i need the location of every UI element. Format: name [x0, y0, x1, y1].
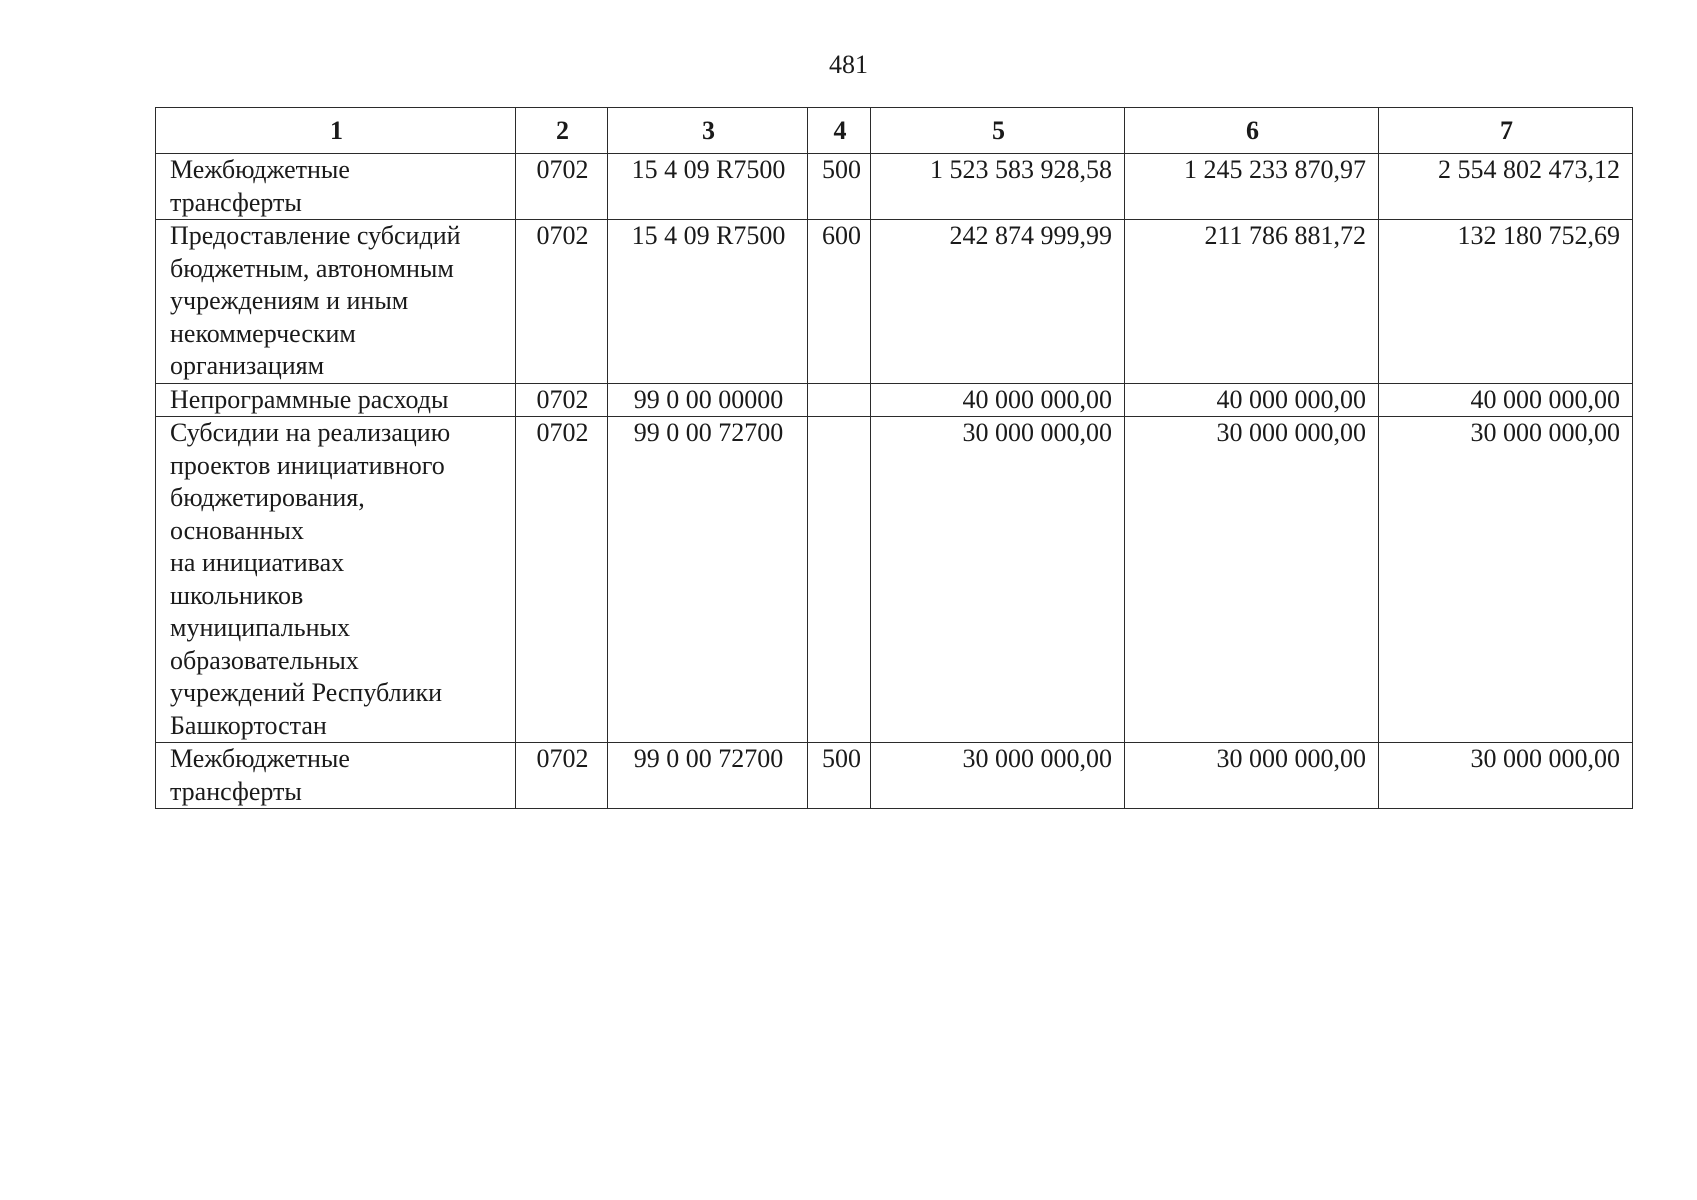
page-number: 481: [829, 50, 868, 79]
section-code-cell: 0702: [516, 154, 608, 220]
column-header-3: 3: [608, 108, 808, 154]
expense-name-line: основанных: [170, 515, 304, 545]
table-row: [156, 383, 1633, 417]
amount-year-1-cell: 30 000 000,00: [871, 743, 1125, 809]
kind-code-cell: [808, 383, 871, 417]
amount-year-3-cell: 40 000 000,00: [1379, 383, 1633, 417]
expense-name-line: на инициативах: [170, 548, 345, 577]
amount-year-3-cell: 30 000 000,00: [1379, 743, 1633, 809]
table-header: [156, 108, 1633, 154]
expense-name-line: Башкортостан: [170, 710, 327, 740]
expense-name-line: некоммерческим: [170, 318, 356, 348]
expense-name-line: бюджетным, автономным: [170, 253, 454, 283]
expense-name-line: учреждений Республики: [170, 678, 443, 707]
column-header-1: 1: [156, 108, 516, 154]
expense-name-line: трансферты: [170, 776, 302, 806]
kind-code-cell: 600: [808, 220, 871, 384]
expense-name-line: Субсидии на реализацию: [170, 418, 451, 447]
expense-name-cell: [156, 417, 516, 743]
expense-name-line: Предоставление субсидий: [170, 221, 461, 250]
column-header-6: 6: [1125, 108, 1379, 154]
table-body: [156, 154, 1633, 809]
amount-year-1-cell: 242 874 999,99: [871, 220, 1125, 384]
table-row: [156, 417, 1633, 743]
amount-year-2-cell: 40 000 000,00: [1125, 383, 1379, 417]
amount-year-1-cell: 30 000 000,00: [871, 417, 1125, 743]
amount-year-3-cell: 2 554 802 473,12: [1379, 154, 1633, 220]
kind-code-cell: 500: [808, 154, 871, 220]
target-code-cell: 99 0 00 00000: [608, 383, 808, 417]
budget-table: [155, 107, 1633, 809]
section-code-cell: 0702: [516, 220, 608, 384]
expense-name-cell: [156, 743, 516, 809]
amount-year-2-cell: 211 786 881,72: [1125, 220, 1379, 384]
target-code-cell: 15 4 09 R7500: [608, 154, 808, 220]
expense-name-line: организациям: [170, 351, 325, 380]
table-row: [156, 154, 1633, 220]
expense-name-line: образовательных: [170, 645, 359, 675]
expense-name-line: муниципальных: [170, 613, 351, 642]
expense-name-line: Межбюджетные: [170, 155, 350, 184]
amount-year-3-cell: 30 000 000,00: [1379, 417, 1633, 743]
expense-name-line: трансферты: [170, 187, 302, 217]
amount-year-2-cell: 30 000 000,00: [1125, 417, 1379, 743]
column-header-7: 7: [1379, 108, 1633, 154]
table-row: [156, 220, 1633, 384]
expense-name-line: Межбюджетные: [170, 744, 350, 773]
expense-name-line: проектов инициативного: [170, 450, 445, 480]
amount-year-1-cell: 1 523 583 928,58: [871, 154, 1125, 220]
target-code-cell: 99 0 00 72700: [608, 417, 808, 743]
expense-name-line: бюджетирования,: [170, 483, 365, 512]
section-code-cell: 0702: [516, 417, 608, 743]
column-header-2: 2: [516, 108, 608, 154]
amount-year-2-cell: 1 245 233 870,97: [1125, 154, 1379, 220]
expense-name-line: Непрограммные расходы: [170, 384, 449, 414]
expense-name-line: учреждениям и иным: [170, 286, 409, 315]
expense-name-cell: [156, 154, 516, 220]
column-header-4: 4: [808, 108, 871, 154]
target-code-cell: 15 4 09 R7500: [608, 220, 808, 384]
target-code-cell: 99 0 00 72700: [608, 743, 808, 809]
amount-year-1-cell: 40 000 000,00: [871, 383, 1125, 417]
table-row: [156, 743, 1633, 809]
kind-code-cell: 500: [808, 743, 871, 809]
column-header-5: 5: [871, 108, 1125, 154]
section-code-cell: 0702: [516, 383, 608, 417]
amount-year-3-cell: 132 180 752,69: [1379, 220, 1633, 384]
kind-code-cell: [808, 417, 871, 743]
section-code-cell: 0702: [516, 743, 608, 809]
expense-name-line: школьников: [170, 580, 304, 610]
expense-name-cell: [156, 220, 516, 384]
expense-name-cell: [156, 383, 516, 417]
header-row: [156, 108, 1633, 154]
amount-year-2-cell: 30 000 000,00: [1125, 743, 1379, 809]
